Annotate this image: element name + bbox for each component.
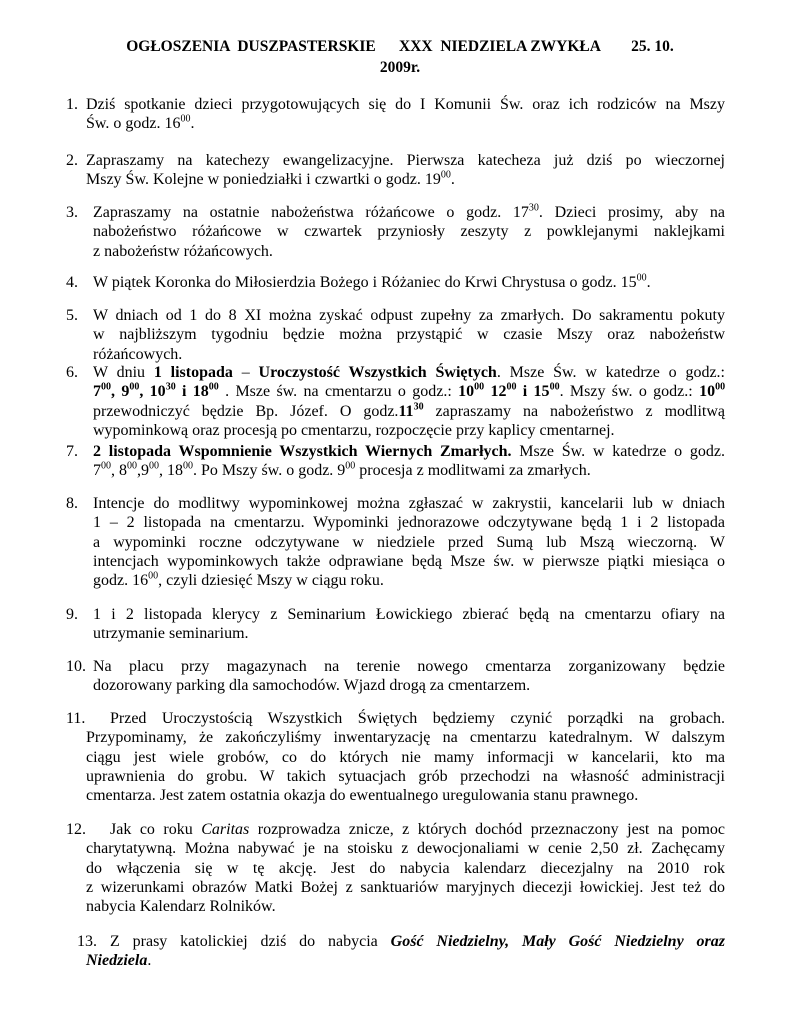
item-number: 6. <box>66 364 78 381</box>
text-line: $7^{00}$, $9^{00}$, $10^{30}$ i $18^{00}$ . Msze św. na cmentarzu o godz.: $10^{00}$ $12^{00}$ i $15^{00}$. Mszy św. o godz.: $10^{00}$ <box>93 381 726 401</box>
text-line: uprawnienia do grobu. W takich sytuacjach grób przechodzi na własność administracji <box>86 767 725 785</box>
title-line-1: OGŁOSZENIA DUSZPASTERSKIE XXX NIEDZIELA ZWYKŁA 25. 10. <box>126 38 674 55</box>
text-line: nabycia Kalendarz Rolników. <box>86 898 276 916</box>
text-line: Dziś spotkanie dzieci przygotowujących się do I Komunii Św. oraz ich rodziców na Mszy <box>86 96 725 113</box>
announcement-10 <box>66 657 725 696</box>
announcement-5 <box>66 306 725 364</box>
text-line: Jak co roku Caritas rozprowadza znicze, z których dochód przeznaczony jest na pomoc <box>110 821 725 838</box>
text-line: z nabożeństw różańcowych. <box>93 242 273 260</box>
text-line: w najbliższym tygodniu będzie można przystąpić w czasie Mszy oraz nabożeństw <box>93 326 725 344</box>
announcement-1 <box>66 95 725 134</box>
text-line: W dniu 1 listopada – Uroczystość Wszystkich Świętych. Msze Św. w katedrze o godz.: <box>93 364 725 381</box>
text-line: 2 listopada Wspomnienie Wszystkich Wiernych Zmarłych. Msze Św. w katedrze o godz. <box>93 443 726 460</box>
announcement-4 <box>66 272 725 292</box>
announcement-11 <box>66 709 725 805</box>
text-line: Przypominamy, że zakończyliśmy inwentaryzację na cmentarzu katedralnym. W dalszym <box>86 729 725 747</box>
text-line: przewodniczyć będzie Bp. Józef. O $godz.11^{30}$ zapraszamy na nabożeństwo z modlitwą <box>93 401 726 420</box>
item-number: 5. <box>66 307 78 324</box>
page-title <box>60 36 740 78</box>
text-line: utrzymanie seminarium. <box>93 625 249 643</box>
text-line: charytatywną. Można nabywać je na stoisku z dewocjonaliami w cenie 2,50 zł. Zachęcamy <box>86 840 725 858</box>
text-line: ciągu jest wiele grobów, co do których nie mamy informacji w kancelarii, kto ma <box>86 748 725 766</box>
text-line: do włączenia się w tę akcję. Jest do nabycia kalendarz diecezjalny na 2010 rok <box>86 859 725 877</box>
text-line: Niedziela. <box>86 952 152 970</box>
text-line: 1 i 2 listopada klerycy z Seminarium Łowickiego zbierać będą na cmentarzu ofiary na <box>93 606 725 623</box>
text-line: godz. $16^{00}$, czyli dziesięć Mszy w ciągu roku. <box>93 570 384 590</box>
title-line-2: 2009r. <box>379 59 421 76</box>
text-line: dozorowany parking dla samochodów. Wjazd drogą za cmentarzem. <box>93 677 531 695</box>
item-number: 8. <box>66 495 78 512</box>
text-line: W piątek Koronka do Miłosierdzia Bożego i Różaniec do Krwi Chrystusa o godz. $15^{00}$. <box>93 272 651 291</box>
item-number: 13. <box>77 933 97 950</box>
text-line: Zapraszamy na ostatnie nabożeństwa różańcowe o godz. $17^{30}$. Dzieci prosimy, aby na <box>93 202 725 221</box>
announcement-12 <box>66 820 725 916</box>
announcement-8 <box>66 494 725 590</box>
text-line: nabożeństwo różańcowe w czwartek przyniosły zeszyty z powklejanymi naklejkami <box>93 223 725 241</box>
text-line: Mszy Św. Kolejne w poniedziałki i czwartki o godz. $19^{00}$. <box>86 169 455 189</box>
text-line: Św. o godz. $16^{00}$. <box>86 113 195 133</box>
text-line: $7^{00}$, $8^{00},9^{00}$, $18^{00}$. Po Mszy św. o godz. $9^{00}$ procesja z modlitwami za zmarłych. <box>93 460 591 480</box>
text-line: W dniach od 1 do 8 XI można zyskać odpust zupełny za zmarłych. Do sakramentu pokuty <box>93 307 725 324</box>
item-number: 11. <box>66 710 86 727</box>
text-line: z wizerunkami obrazów Matki Bożej z sanktuariów maryjnych diecezji łowickiej. Jest też do <box>86 878 725 896</box>
announcement-3 <box>66 202 725 261</box>
text-line: cmentarza. Jest zatem ostatnia okazja do ewentualnego uregulowania stanu prawnego. <box>86 787 639 805</box>
text-line: intencjach wypominkowych także odprawiane będą Msze św. w pierwsze piątki miesiąca o <box>93 552 725 570</box>
announcement-13 <box>77 932 725 971</box>
text-line: a wypominki roczne odczytywane w niedziele przed Sumą lub Mszą wieczorną. W <box>93 533 725 551</box>
announcement-7 <box>66 442 726 481</box>
announcement-6 <box>66 363 726 440</box>
item-number: 12. <box>66 821 86 838</box>
announcement-9 <box>66 605 725 644</box>
announcement-2 <box>66 151 725 190</box>
item-number: 7. <box>66 443 78 460</box>
text-line: Z prasy katolickiej dziś do nabycia Gość Niedzielny, Mały Gość Niedzielny oraz <box>110 933 725 950</box>
text-line: 1 – 2 listopada na cmentarzu. Wypominki jednorazowe odczytywane będą 1 i 2 listopada <box>93 514 725 532</box>
text-line: Przed Uroczystością Wszystkich Świętych będziemy czynić porządki na grobach. <box>110 710 725 727</box>
text-line: Na placu przy magazynach na terenie nowego cmentarza zorganizowany będzie <box>93 658 725 675</box>
item-number: 9. <box>66 606 78 623</box>
item-number: 3. <box>66 204 78 221</box>
text-line: wypominkową oraz procesją po cmentarzu, rozpoczęcie przy kaplicy cmentarnej. <box>93 421 615 439</box>
item-number: 2. <box>66 152 78 169</box>
text-line: Intencje do modlitwy wypominkowej można zgłaszać w zakrystii, kancelarii lub w dniach <box>93 495 725 512</box>
text-line: różańcowych. <box>93 345 183 363</box>
item-number: 4. <box>66 274 78 291</box>
text-line: Zapraszamy na katechezy ewangelizacyjne. Pierwsza katecheza już dziś po wieczornej <box>86 152 725 169</box>
item-number: 10. <box>66 658 86 675</box>
item-number: 1. <box>66 96 78 113</box>
